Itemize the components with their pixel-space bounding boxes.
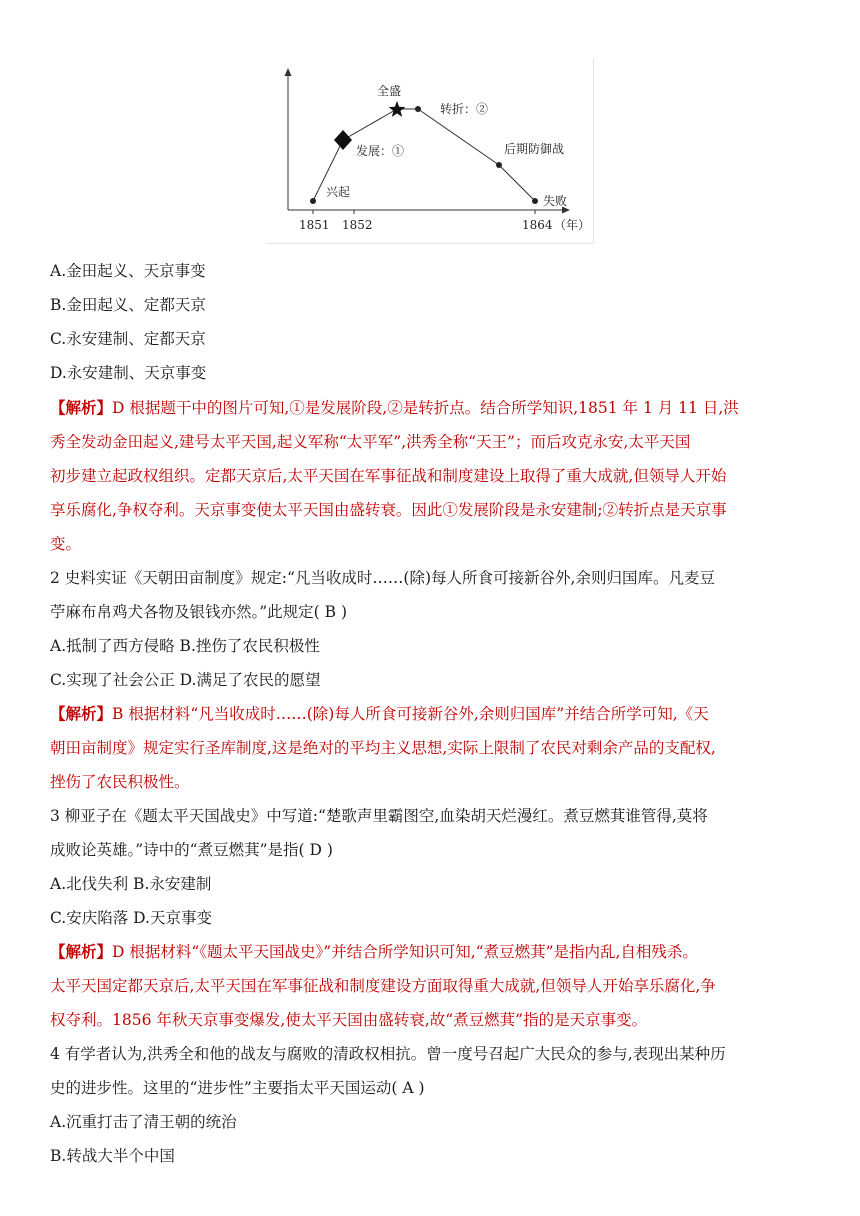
q3-analysis-tag: 【解析】 <box>50 942 113 961</box>
q4-option-b: B.转战大半个中国 <box>50 1147 175 1165</box>
q2-analysis-line-2: 朝田亩制度》规定实行圣库制度,这是绝对的平均主义思想,实际上限制了农民对剩余产品的支配权, <box>50 739 716 757</box>
q3-analysis-line-3: 权夺利。1856 年秋天京事变爆发,使太平天国由盛转衰,故“煮豆燃萁”指的是天京事变。 <box>50 1011 648 1029</box>
q1-analysis-tag: 【解析】 <box>50 398 113 417</box>
q3-analysis-text-1: D 根据材料“《题太平天国战史》”并结合所学知识可知,“煮豆燃萁”是指内乱,自相残杀。 <box>112 943 698 961</box>
q4-option-a: A.沉重打击了清王朝的统治 <box>50 1113 237 1131</box>
q3-options-row-2: C.安庆陷落 D.天京事变 <box>50 909 212 927</box>
marker-peak-star <box>389 101 406 117</box>
marker-late <box>496 162 502 168</box>
q1-analysis-line-1 <box>50 397 820 419</box>
stage-diagram <box>266 58 594 244</box>
q3-stem-line-1: 3 柳亚子在《题太平天国战史》中写道:“楚歌声里霸图空,血染胡天烂漫红。煮豆燃萁谁管得,莫将 <box>50 807 708 825</box>
q2-analysis-tag: 【解析】 <box>50 704 113 723</box>
q1-analysis-line-5: 变。 <box>50 535 82 553</box>
label-fail: 失败 <box>543 194 568 208</box>
label-turn: 转折：② <box>440 102 489 116</box>
q1-analysis-line-3: 初步建立起政权组织。定都天京后,太平天国在军事征战和制度建设上取得了重大成就,但领导人开始 <box>50 467 727 485</box>
q2-options-row-2: C.实现了社会公正 D.满足了农民的愿望 <box>50 671 321 689</box>
q1-analysis-text-1: D 根据题干中的图片可知,①是发展阶段,②是转折点。结合所学知识,1851 年 1 月 11 日,洪 <box>112 399 739 417</box>
label-peak: 全盛 <box>377 84 402 98</box>
q2-analysis-line-3: 挫伤了农民积极性。 <box>50 773 190 791</box>
tick-label-1852: 1852 <box>342 218 373 232</box>
q1-option-d: D.永安建制、天京事变 <box>50 364 207 382</box>
q2-stem-line-1: 2 史料实证《天朝田亩制度》规定:“凡当收成时……(除)每人所食可接新谷外,余则归国库。凡麦豆 <box>50 569 715 587</box>
q4-stem-line-1: 4 有学者认为,洪秀全和他的战友与腐败的清政权相抗。曾一度号召起广大民众的参与,表现出某种历 <box>50 1045 726 1063</box>
tick-label-1851: 1851 <box>299 218 330 232</box>
q1-option-c: C.永安建制、定都天京 <box>50 330 206 348</box>
q1-analysis-line-2: 秀全发动金田起义,建号太平天国,起义军称“太平军”,洪秀全称“天王”；而后攻克永安,太平天国 <box>50 433 691 451</box>
y-axis-arrow <box>285 68 292 76</box>
q4-stem-line-2: 史的进步性。这里的“进步性”主要指太平天国运动( A ) <box>50 1079 425 1097</box>
marker-turn <box>415 106 421 112</box>
x-unit-label: （年） <box>554 218 591 232</box>
q3-analysis-line-1 <box>50 941 820 963</box>
label-develop: 发展：① <box>356 144 405 158</box>
q2-analysis-line-1 <box>50 703 820 725</box>
q2-stem-line-2: 苧麻布帛鸡犬各物及银钱亦然。”此规定( B ) <box>50 603 348 621</box>
q1-option-a: A.金田起义、天京事变 <box>50 262 206 280</box>
q3-analysis-line-2: 太平天国定都天京后,太平天国在军事征战和制度建设方面取得重大成就,但领导人开始享乐腐化,争 <box>50 977 716 995</box>
q1-analysis-line-4: 享乐腐化,争权夺利。天京事变使太平天国由盛转衰。因此①发展阶段是永安建制;②转折点是天京事 <box>50 501 727 519</box>
stage-figure <box>266 58 594 244</box>
q1-option-b: B.金田起义、定都天京 <box>50 296 206 314</box>
q3-stem-line-2: 成败论英雄。”诗中的“煮豆燃萁”是指( D ) <box>50 841 333 859</box>
label-late: 后期防御战 <box>504 142 565 156</box>
q3-options-row-1: A.北伐失利 B.永安建制 <box>50 875 212 893</box>
q2-analysis-text-1: B 根据材料“凡当收成时……(除)每人所食可接新谷外,余则归国库”并结合所学可知,《天 <box>112 705 709 723</box>
marker-rise <box>310 198 316 204</box>
marker-develop <box>334 130 352 150</box>
q2-options-row-1: A.抵制了西方侵略 B.挫伤了农民积极性 <box>50 637 320 655</box>
marker-fail <box>532 198 538 204</box>
tick-label-1864: 1864 <box>522 218 553 232</box>
label-rise: 兴起 <box>326 185 351 199</box>
